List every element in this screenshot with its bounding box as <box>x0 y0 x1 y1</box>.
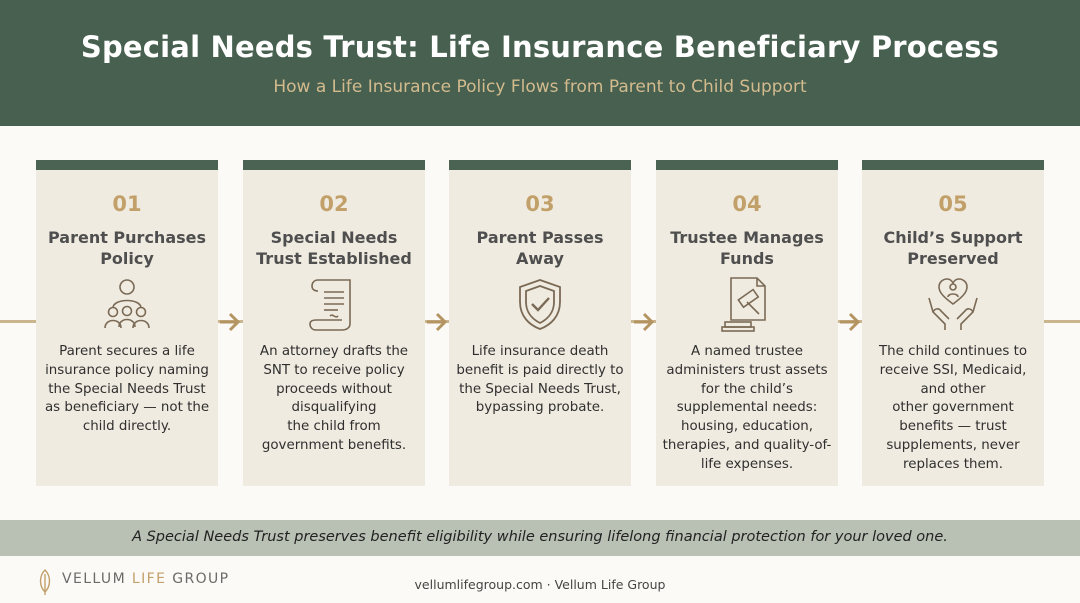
step-description: Life insurance death benefit is paid directly to the Special Needs Trust, bypassing probate. <box>456 344 624 416</box>
step-title: Parent Passes Away <box>476 228 604 268</box>
step-description: An attorney drafts the SNT to receive policy proceeds without disqualifying the child from government benefits. <box>259 344 409 453</box>
brand-word-group: GROUP <box>172 571 230 587</box>
step-card-1 <box>36 160 218 486</box>
brand-word-life: LIFE <box>131 571 167 587</box>
step-title: Parent Purchases Policy <box>47 228 207 268</box>
arrow-right-icon <box>632 311 656 333</box>
step-card-2 <box>243 160 425 486</box>
step-title: Child’s Support Preserved <box>883 228 1023 268</box>
gavel-document-icon <box>717 274 777 334</box>
header-banner <box>0 0 1080 126</box>
hands-heart-icon <box>923 274 983 334</box>
page-title: Special Needs Trust: Life Insurance Beneficiary Process <box>80 30 1000 64</box>
brand-word-vellum: VELLUM <box>62 571 127 587</box>
step-number: 01 <box>112 192 142 216</box>
step-card-4 <box>656 160 838 486</box>
step-number: 02 <box>319 192 349 216</box>
shield-check-icon <box>510 274 570 334</box>
arrow-right-icon <box>218 311 242 333</box>
step-number: 05 <box>938 192 968 216</box>
step-title: Trustee Manages Funds <box>670 228 824 268</box>
arrow-right-icon <box>838 311 862 333</box>
step-description: Parent secures a life insurance policy naming the Special Needs Trust as beneficiary — not the child directly. <box>44 344 210 435</box>
footer-url[interactable]: vellumlifegroup.com · Vellum Life Group <box>414 577 666 592</box>
family-icon <box>97 274 157 334</box>
step-card-5 <box>862 160 1044 486</box>
step-number: 04 <box>732 192 762 216</box>
step-title: Special Needs Trust Established <box>256 228 412 268</box>
step-number: 03 <box>525 192 555 216</box>
page-subtitle: How a Life Insurance Policy Flows from Parent to Child Support <box>273 77 807 97</box>
step-description: The child continues to receive SSI, Medicaid, and other other government benefits — trust supplements, never replaces them. <box>878 344 1028 472</box>
legal-document-icon <box>304 274 364 334</box>
summary-banner <box>0 520 1080 556</box>
summary-text: A Special Needs Trust preserves benefit eligibility while ensuring lifelong financial protection for your loved one. <box>132 529 948 545</box>
step-description: A named trustee administers trust assets for the child’s supplemental needs: housing, education, therapies, and quality-of-life expenses. <box>662 344 832 472</box>
arrow-right-icon <box>425 311 449 333</box>
step-card-3 <box>449 160 631 486</box>
